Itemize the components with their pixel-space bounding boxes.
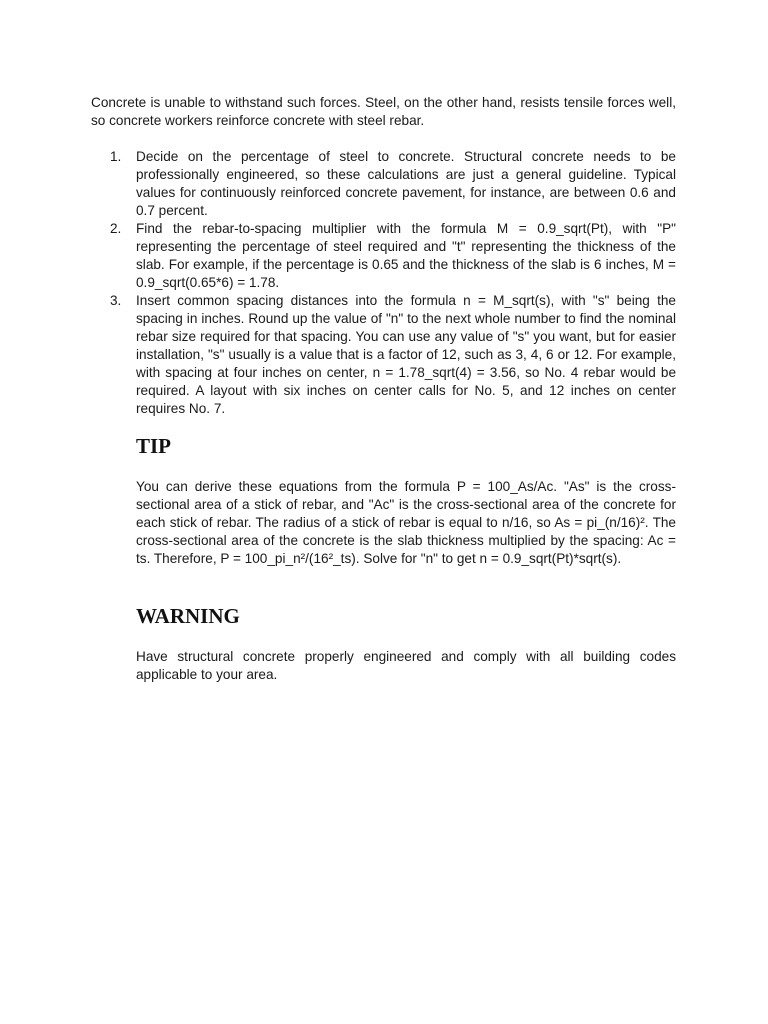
warning-body: Have structural concrete properly engineered and comply with all building codes applicable to your area. [136, 649, 676, 682]
list-item [110, 148, 676, 220]
list-item-text: Insert common spacing distances into the formula n = M_sqrt(s), with "s" being the spacing in inches. Round up the value of "n" to the next whole number to find the nominal rebar size required for that spacing. You can use any value of "s" you want, but for easier installation, "s" usually is a value that is a factor of 12, such as 3, 4, 6 or 12. For example, with spacing at four inches on center, n = 1.78_sqrt(4) = 3.56, so No. 4 rebar would be required. A layout with six inches on center calls for No. 5, and 12 inches on center requires No. 7. [136, 293, 676, 416]
list-item [110, 292, 676, 418]
tip-body: You can derive these equations from the formula P = 100_As/Ac. "As" is the cross-sectional area of a stick of rebar, and "Ac" is the cross-sectional area of the concrete for each stick of rebar. The radius of a stick of rebar is equal to n/16, so As = pi_(n/16)². The cross-sectional area of the concrete is the slab thickness multiplied by the spacing: Ac = ts. Therefore, P = 100_pi_n²/(16²_ts). Solve for "n" to get n = 0.9_sqrt(Pt)*sqrt(s). [136, 479, 676, 566]
list-item-number: 3. [110, 293, 122, 308]
list-item-number: 1. [110, 149, 122, 164]
tip-heading: TIP [136, 434, 172, 458]
intro-paragraph: Concrete is unable to withstand such forces. Steel, on the other hand, resists tensile forces well, so concrete workers reinforce concrete with steel rebar. [91, 95, 676, 128]
list-item-text: Decide on the percentage of steel to concrete. Structural concrete needs to be professionally engineered, so these calculations are just a general guideline. Typical values for continuously reinforced concrete pavement, for instance, are between 0.6 and 0.7 percent. [136, 149, 676, 218]
list-item [110, 220, 676, 292]
warning-heading: WARNING [136, 604, 240, 628]
list-item-number: 2. [110, 221, 122, 236]
steps-list [110, 148, 676, 418]
list-item-text: Find the rebar-to-spacing multiplier with the formula M = 0.9_sqrt(Pt), with "P" representing the percentage of steel required and "t" representing the thickness of the slab. For example, if the percentage is 0.65 and the thickness of the slab is 6 inches, M = 0.9_sqrt(0.65*6) = 1.78. [136, 221, 676, 290]
